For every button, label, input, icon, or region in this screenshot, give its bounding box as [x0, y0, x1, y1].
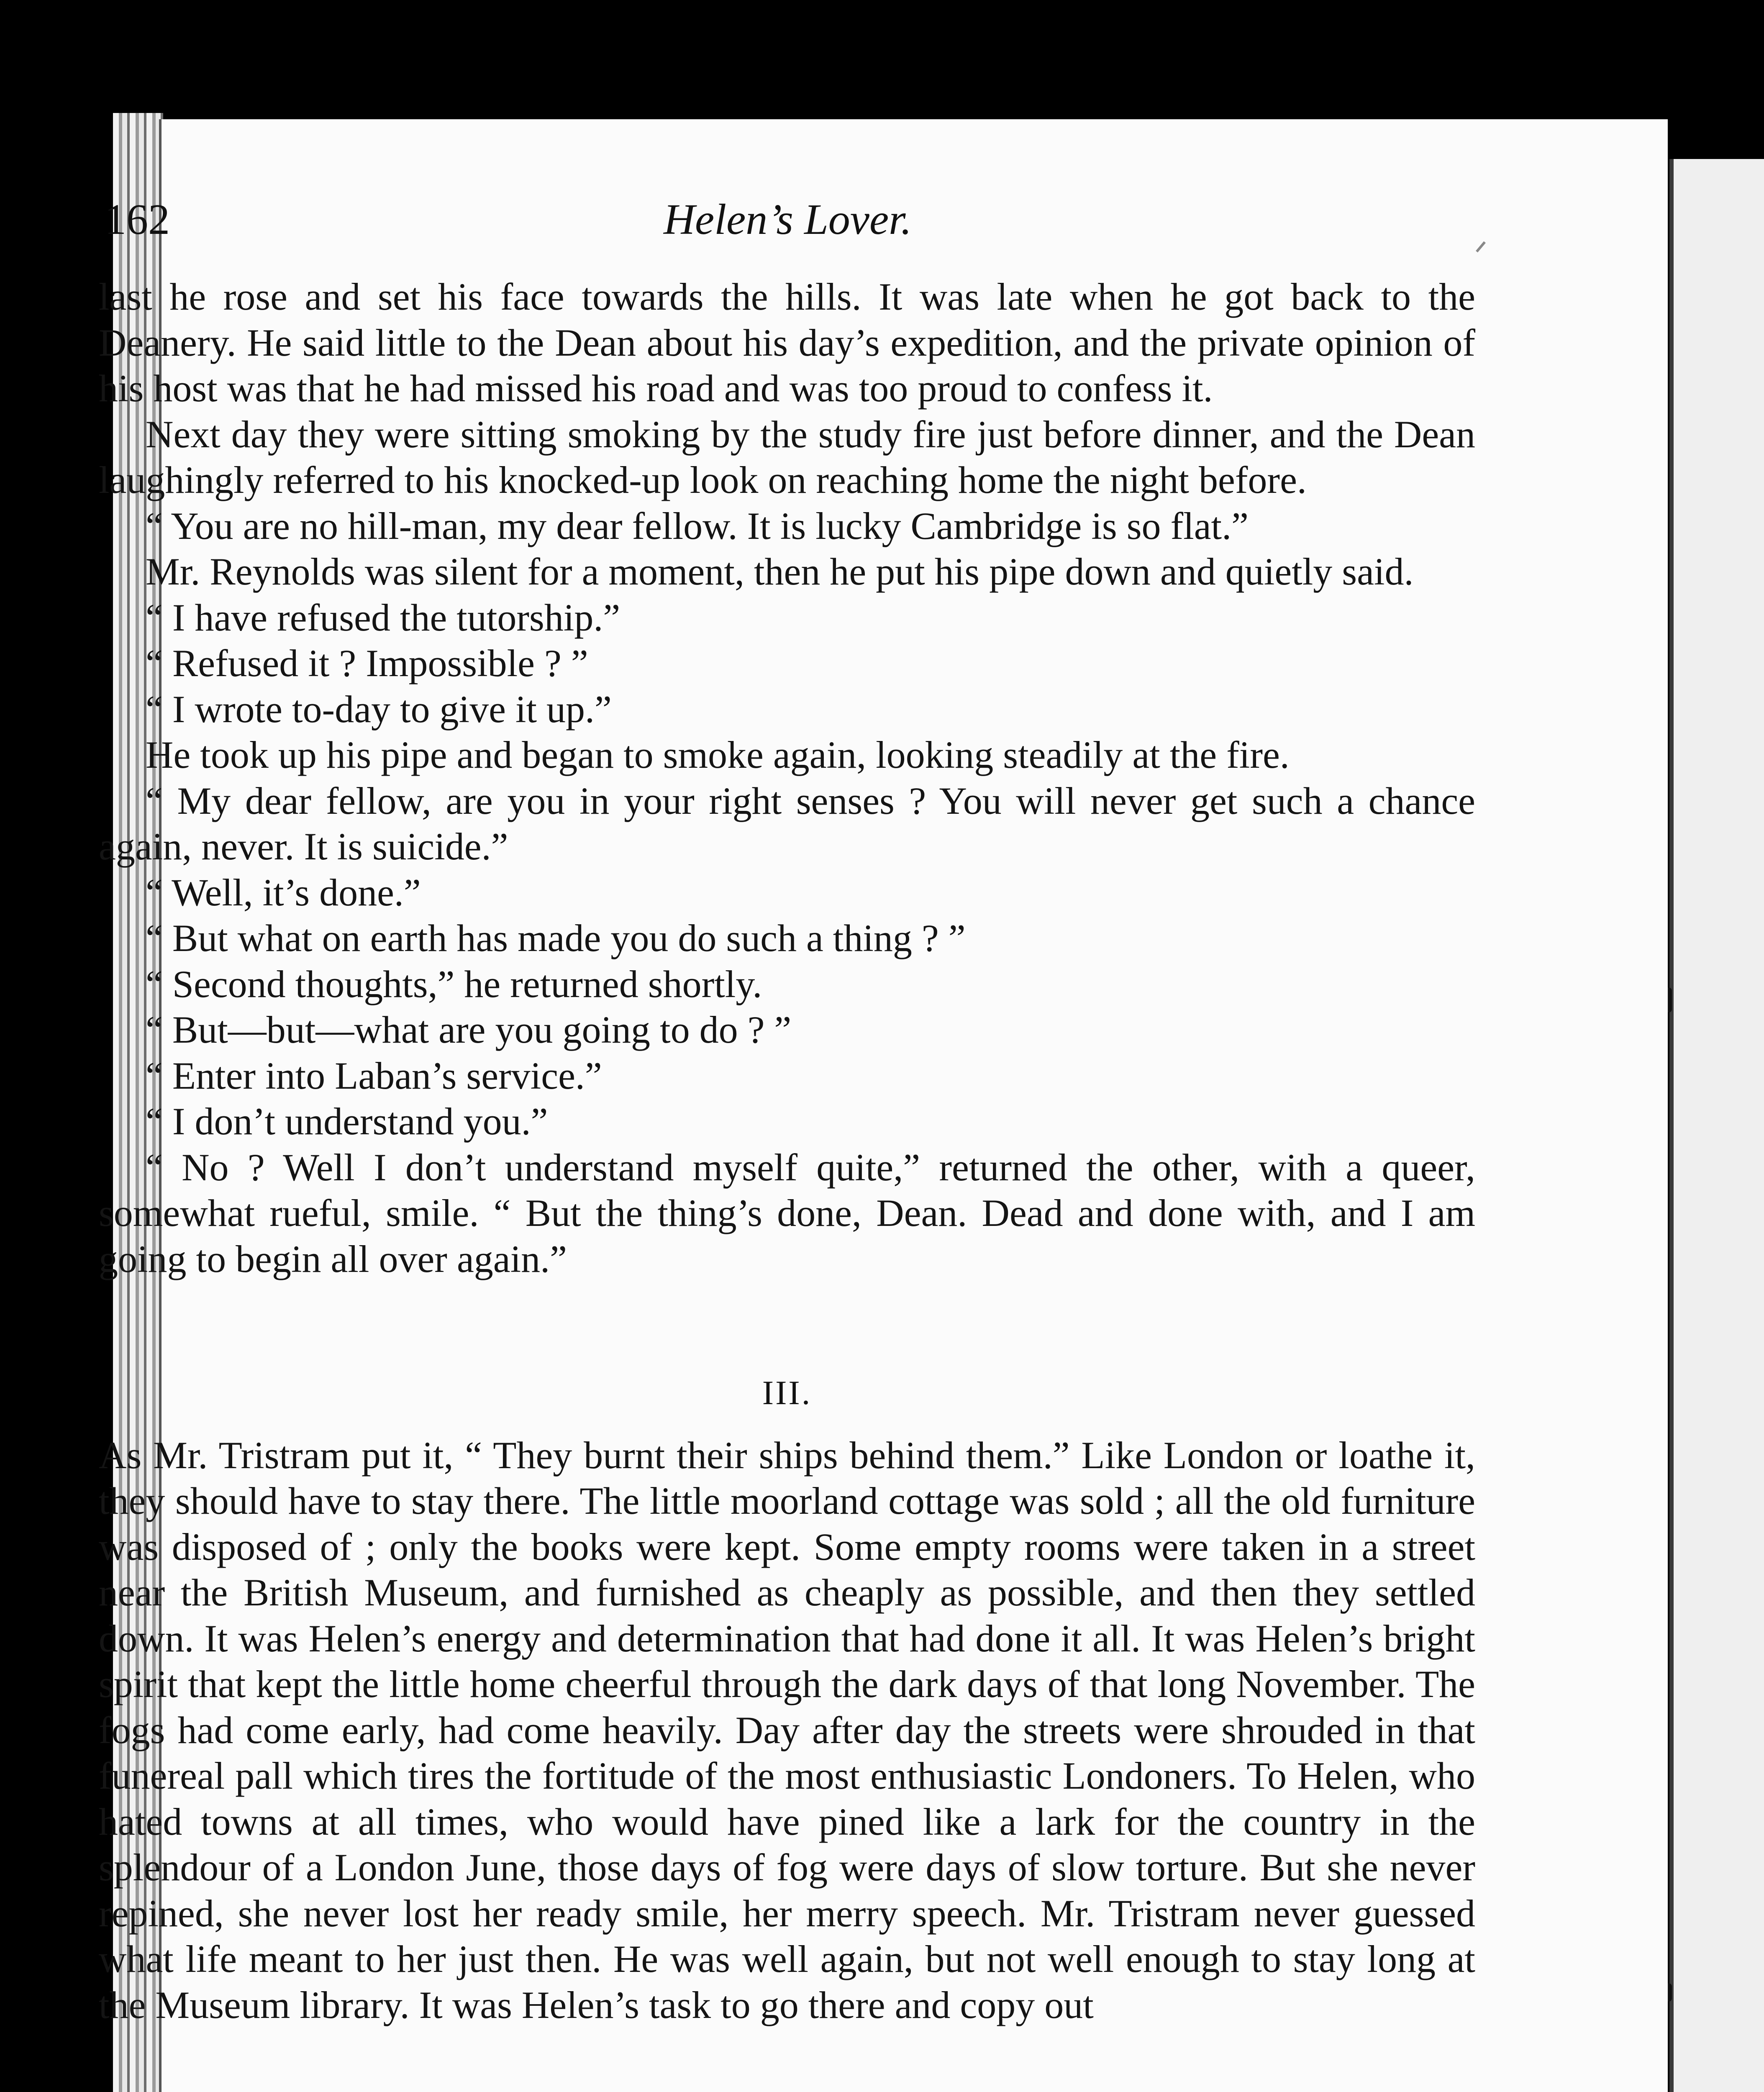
- running-title: Helen’s Lover.: [663, 195, 912, 244]
- paper-speck: [1476, 241, 1486, 253]
- section-heading: III.: [762, 1374, 812, 1412]
- dialogue-paragraph: “ No ? Well I don’t understand myself quite,” returned the other, with a queer, somewhat rueful, smile. “ But the thing’s done, Dean. Dead and done with, and I am going to begin all over again.”: [99, 1146, 1475, 1280]
- paragraph: As Mr. Tristram put it, “ They burnt their ships behind them.” Like London or loathe it, they should have to stay there. The little moorland cottage was sold ; all the old furniture was disposed of ; only the books were kept. Some empty rooms were taken in a street near the British Museum, and furnished as cheaply as possible, and then they settled down. It was Helen’s energy and determination that had done it all. It was Helen’s bright spirit that kept the little home cheerful through the dark days of that long November. The fogs had come early, had come heavily. Day after day the streets were shrouded in that funereal pall which tires the fortitude of the most enthusiastic Londoners. To Helen, who hated towns at all times, who would have pined like a lark for the country in the splendour of a London June, those days of fog were days of slow torture. But she never repined, she never lost her ready smile, her merry speech. Mr. Tristram never guessed what life meant to her just then. He was well again, but not well enough to stay long at the Museum library. It was Helen’s task to go there and copy out: [99, 1433, 1475, 2026]
- dialogue-paragraph: “ My dear fellow, are you in your right senses ? You will never get such a chance again, never. It is suicide.”: [99, 779, 1475, 868]
- paragraph: He took up his pipe and began to smoke again, looking steadily at the fire.: [146, 733, 1290, 776]
- page-header: [105, 195, 1471, 262]
- page-number: 162: [105, 195, 170, 244]
- paragraph: last he rose and set his face towards the hills. It was late when he got back to the Deanery. He said little to the Dean about his day’s expedition, and the private opinion of his host was that he had missed his road and was too proud to confess it.: [99, 275, 1475, 410]
- dialogue-paragraph: “ But what on earth has made you do such a thing ? ”: [146, 917, 966, 959]
- dialogue-paragraph: “ Refused it ? Impossible ? ”: [146, 642, 588, 685]
- paragraph: Mr. Reynolds was silent for a moment, then he put his pipe down and quietly said.: [146, 550, 1414, 593]
- dialogue-paragraph: “ But—but—what are you going to do ? ”: [146, 1008, 792, 1051]
- dialogue-paragraph: “ Enter into Laban’s service.”: [146, 1054, 602, 1097]
- page-body: [99, 274, 1475, 2028]
- dialogue-paragraph: “ I have refused the tutorship.”: [146, 596, 620, 639]
- dialogue-paragraph: “ I wrote to-day to give it up.”: [146, 687, 612, 731]
- dialogue-paragraph: “ Well, it’s done.”: [146, 871, 421, 914]
- paragraph: Next day they were sitting smoking by the study fire just before dinner, and the Dean laughingly referred to his knocked-up look on reaching home the night before.: [99, 413, 1475, 501]
- dialogue-paragraph: “ Second thoughts,” he returned shortly.: [146, 962, 762, 1005]
- adjacent-page-edge: [1669, 159, 1764, 2092]
- dialogue-paragraph: “ I don’t understand you.”: [146, 1100, 548, 1143]
- dialogue-paragraph: “ You are no hill-man, my dear fellow. It is lucky Cambridge is so flat.”: [146, 504, 1249, 547]
